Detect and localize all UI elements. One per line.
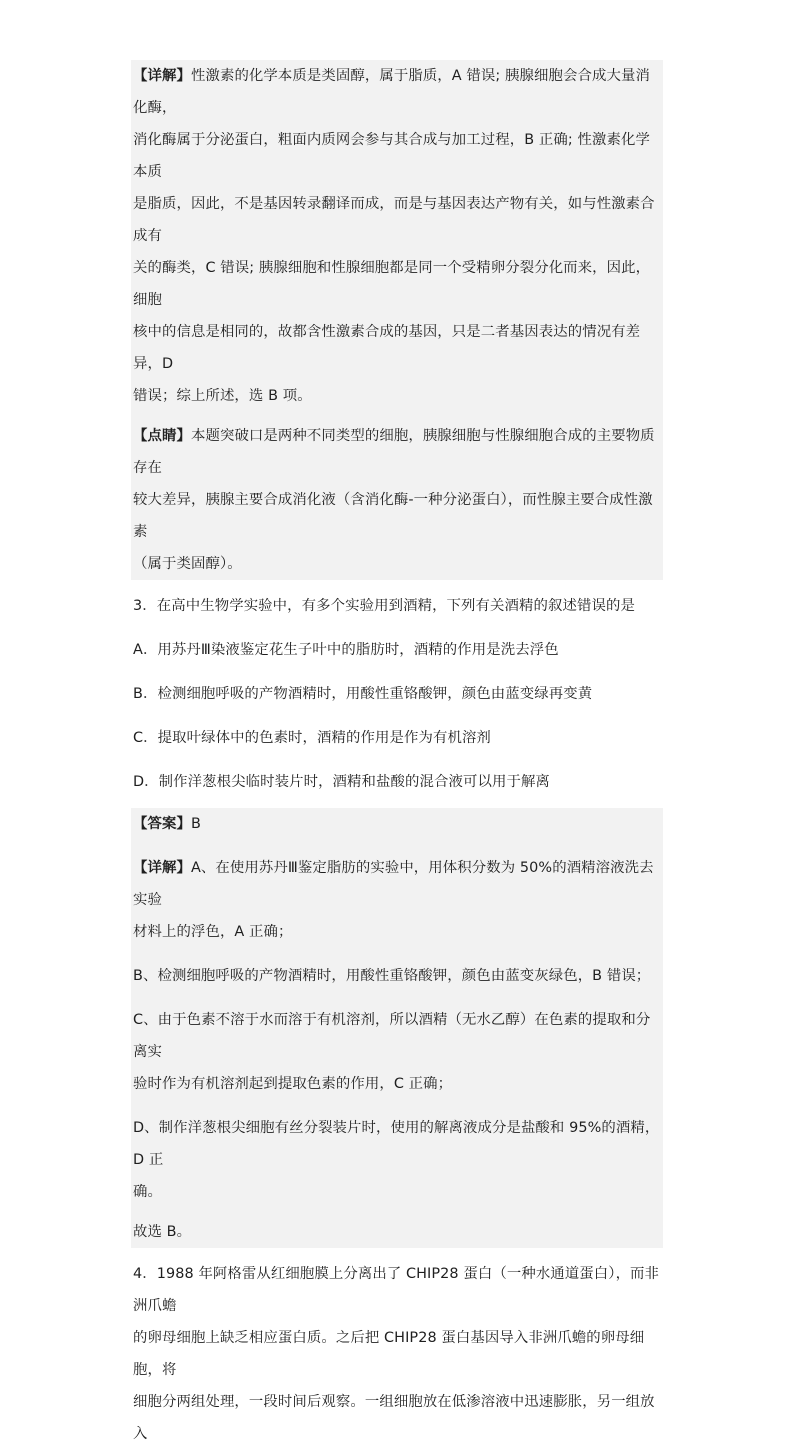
question-3-stem: 3．在高中生物学实验中，有多个实验用到酒精，下列有关酒精的叙述错误的是	[133, 598, 635, 614]
question-4-line-2: 的卵母细胞上缺乏相应蛋白质。之后把 CHIP28 蛋白基因导入非洲爪蟾的卵母细胞，将	[133, 1330, 645, 1378]
question-3-option-d: D．制作洋葱根尖临时装片时，酒精和盐酸的混合液可以用于解离	[133, 774, 550, 790]
spacer	[133, 1208, 663, 1216]
detail-a-line-1: 【详解】A、在使用苏丹Ⅲ鉴定脂肪的实验中，用体积分数为 50%的酒精溶液洗去实验	[133, 860, 654, 908]
detail-d-line-2: 确。	[133, 1184, 162, 1200]
answer-line	[133, 808, 663, 840]
comment-line-3: （属于类固醇）。	[133, 556, 242, 572]
detail-b-line: B、检测细胞呼吸的产物酒精时，用酸性重铬酸钾，颜色由蓝变灰绿色，B 错误；	[133, 968, 651, 984]
detail-tag: 【详解】	[133, 860, 191, 876]
detail-c-line-2: 验时作为有机溶剂起到提取色素的作用，C 正确；	[133, 1076, 453, 1092]
question-3-option-b: B．检测细胞呼吸的产物酒精时，用酸性重铬酸钾，颜色由蓝变绿再变黄	[133, 686, 593, 702]
prev-detail-line-1: 【详解】性激素的化学本质是类固醇，属于脂质，A 错误; 胰腺细胞会合成大量消化酶，	[133, 68, 650, 116]
spacer	[133, 1248, 663, 1258]
comment-line-1: 【点睛】本题突破口是两种不同类型的细胞，胰腺细胞与性腺细胞合成的主要物质存在	[133, 428, 655, 476]
prev-detail-line-6: 错误；综上所述，选 B 项。	[133, 388, 312, 404]
detail-d-line-1: D、制作洋葱根尖细胞有丝分裂装片时，使用的解离液成分是盐酸和 95%的酒精，D 正	[133, 1120, 660, 1168]
spacer	[133, 754, 663, 766]
prev-detail-line-2: 消化酶属于分泌蛋白，粗面内质网会参与其合成与加工过程，B 正确; 性激素化学本质	[133, 132, 650, 180]
detail-a-line-2: 材料上的浮色，A 正确；	[133, 924, 293, 940]
spacer	[133, 1100, 663, 1112]
prev-detail-line-4: 关的酶类，C 错误; 胰腺细胞和性腺细胞都是同一个受精卵分裂分化而来，因此，细胞	[133, 260, 651, 308]
answer-value: B	[190, 816, 201, 832]
question-4-line-1: 4．1988 年阿格雷从红细胞膜上分离出了 CHIP28 蛋白（一种水通道蛋白），而非洲爪蟾	[133, 1266, 660, 1314]
spacer	[133, 412, 663, 420]
spacer	[133, 948, 663, 960]
spacer	[133, 580, 663, 590]
comment-line-2: 较大差异，胰腺主要合成消化液（含消化酶-一种分泌蛋白），而性腺主要合成性激素	[133, 492, 653, 540]
detail-c-line-1: C、由于色素不溶于水而溶于有机溶剂，所以酒精（无水乙醇）在色素的提取和分离实	[133, 1012, 651, 1060]
prev-detail-line-5: 核中的信息是相同的，故都含性激素合成的基因，只是二者基因表达的情况有差异，D	[133, 324, 641, 372]
detail-tag: 【详解】	[133, 68, 191, 84]
spacer	[133, 798, 663, 808]
spacer	[133, 840, 663, 852]
question-3-option-c: C．提取叶绿体中的色素时，酒精的作用是作为有机溶剂	[133, 730, 491, 746]
question-4-line-3: 细胞分两组处理，一段时间后观察。一组细胞放在低渗溶液中迅速膨胀，另一组放入	[133, 1394, 655, 1442]
spacer	[133, 666, 663, 678]
spacer	[133, 622, 663, 634]
comment-tag: 【点睛】	[133, 428, 191, 444]
answer-tag: 【答案】	[133, 816, 191, 832]
document-page	[133, 60, 663, 1450]
spacer	[133, 992, 663, 1004]
q3-answer-block	[131, 808, 663, 1248]
prev-detail-line-3: 是脂质，因此，不是基因转录翻译而成，而是与基因表达产物有关，如与性激素合成有	[133, 196, 655, 244]
question-3-option-a: A．用苏丹Ⅲ染液鉴定花生子叶中的脂肪时，酒精的作用是洗去浮色	[133, 642, 559, 658]
spacer	[133, 710, 663, 722]
prev-detail-block	[131, 60, 663, 580]
conclusion-line: 故选 B。	[133, 1224, 192, 1240]
